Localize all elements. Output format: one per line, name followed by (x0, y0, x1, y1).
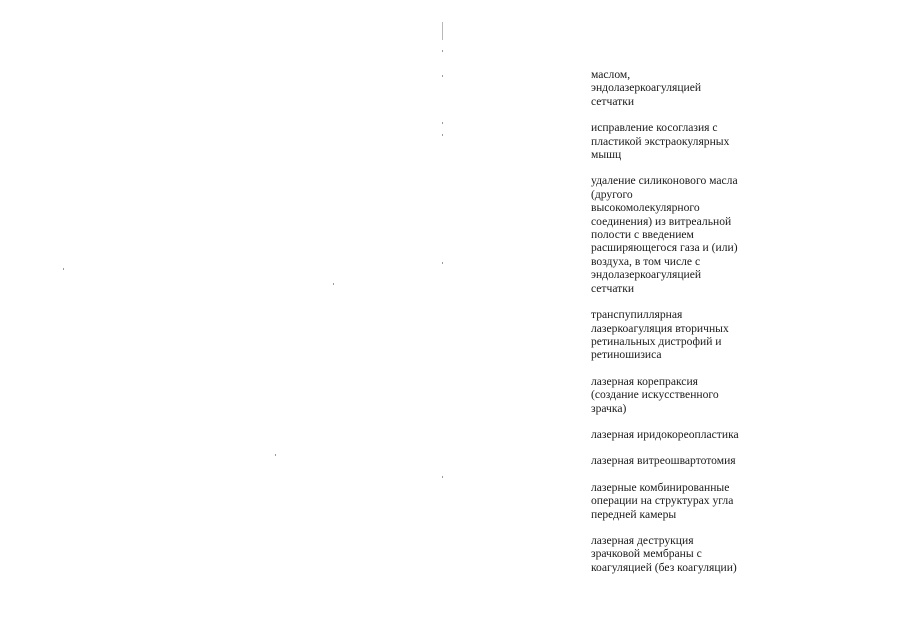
procedure-entry: удаление силиконового масла (другого высокомолекулярного соединения) из витреальной полости с введением расширяющегося газа и (или) воздуха, в том числе с эндолазеркоагуляцией сетчатки (591, 174, 738, 295)
procedure-entry: лазерная иридокореопластика (591, 427, 739, 441)
scan-speck (442, 75, 443, 77)
procedure-entry: транспупиллярная лазеркоагуляция вторичных ретинальных дистрофий и ретиношизиса (591, 308, 729, 362)
procedure-entry: лазерная корепраксия (создание искусственного зрачка) (591, 374, 719, 415)
scan-speck (63, 268, 64, 270)
scan-speck (275, 454, 276, 456)
scan-speck (442, 50, 443, 52)
scan-speck (442, 476, 443, 478)
procedure-entry: лазерная витреошвартотомия (591, 454, 736, 468)
procedure-list (591, 68, 791, 587)
scan-speck (442, 262, 443, 264)
scan-speck (442, 134, 443, 136)
procedure-entry: исправление косоглазия с пластикой экстраокулярных мышц (591, 121, 730, 162)
scan-speck (333, 283, 334, 285)
procedure-entry: лазерные комбинированные операции на структурах угла передней камеры (591, 480, 734, 521)
scan-fold-mark (442, 22, 443, 40)
scan-speck (442, 122, 443, 124)
procedure-entry: маслом, эндолазеркоагуляцией сетчатки (591, 68, 702, 108)
procedure-entry: лазерная деструкция зрачковой мембраны с коагуляцией (без коагуляции) (591, 533, 737, 574)
